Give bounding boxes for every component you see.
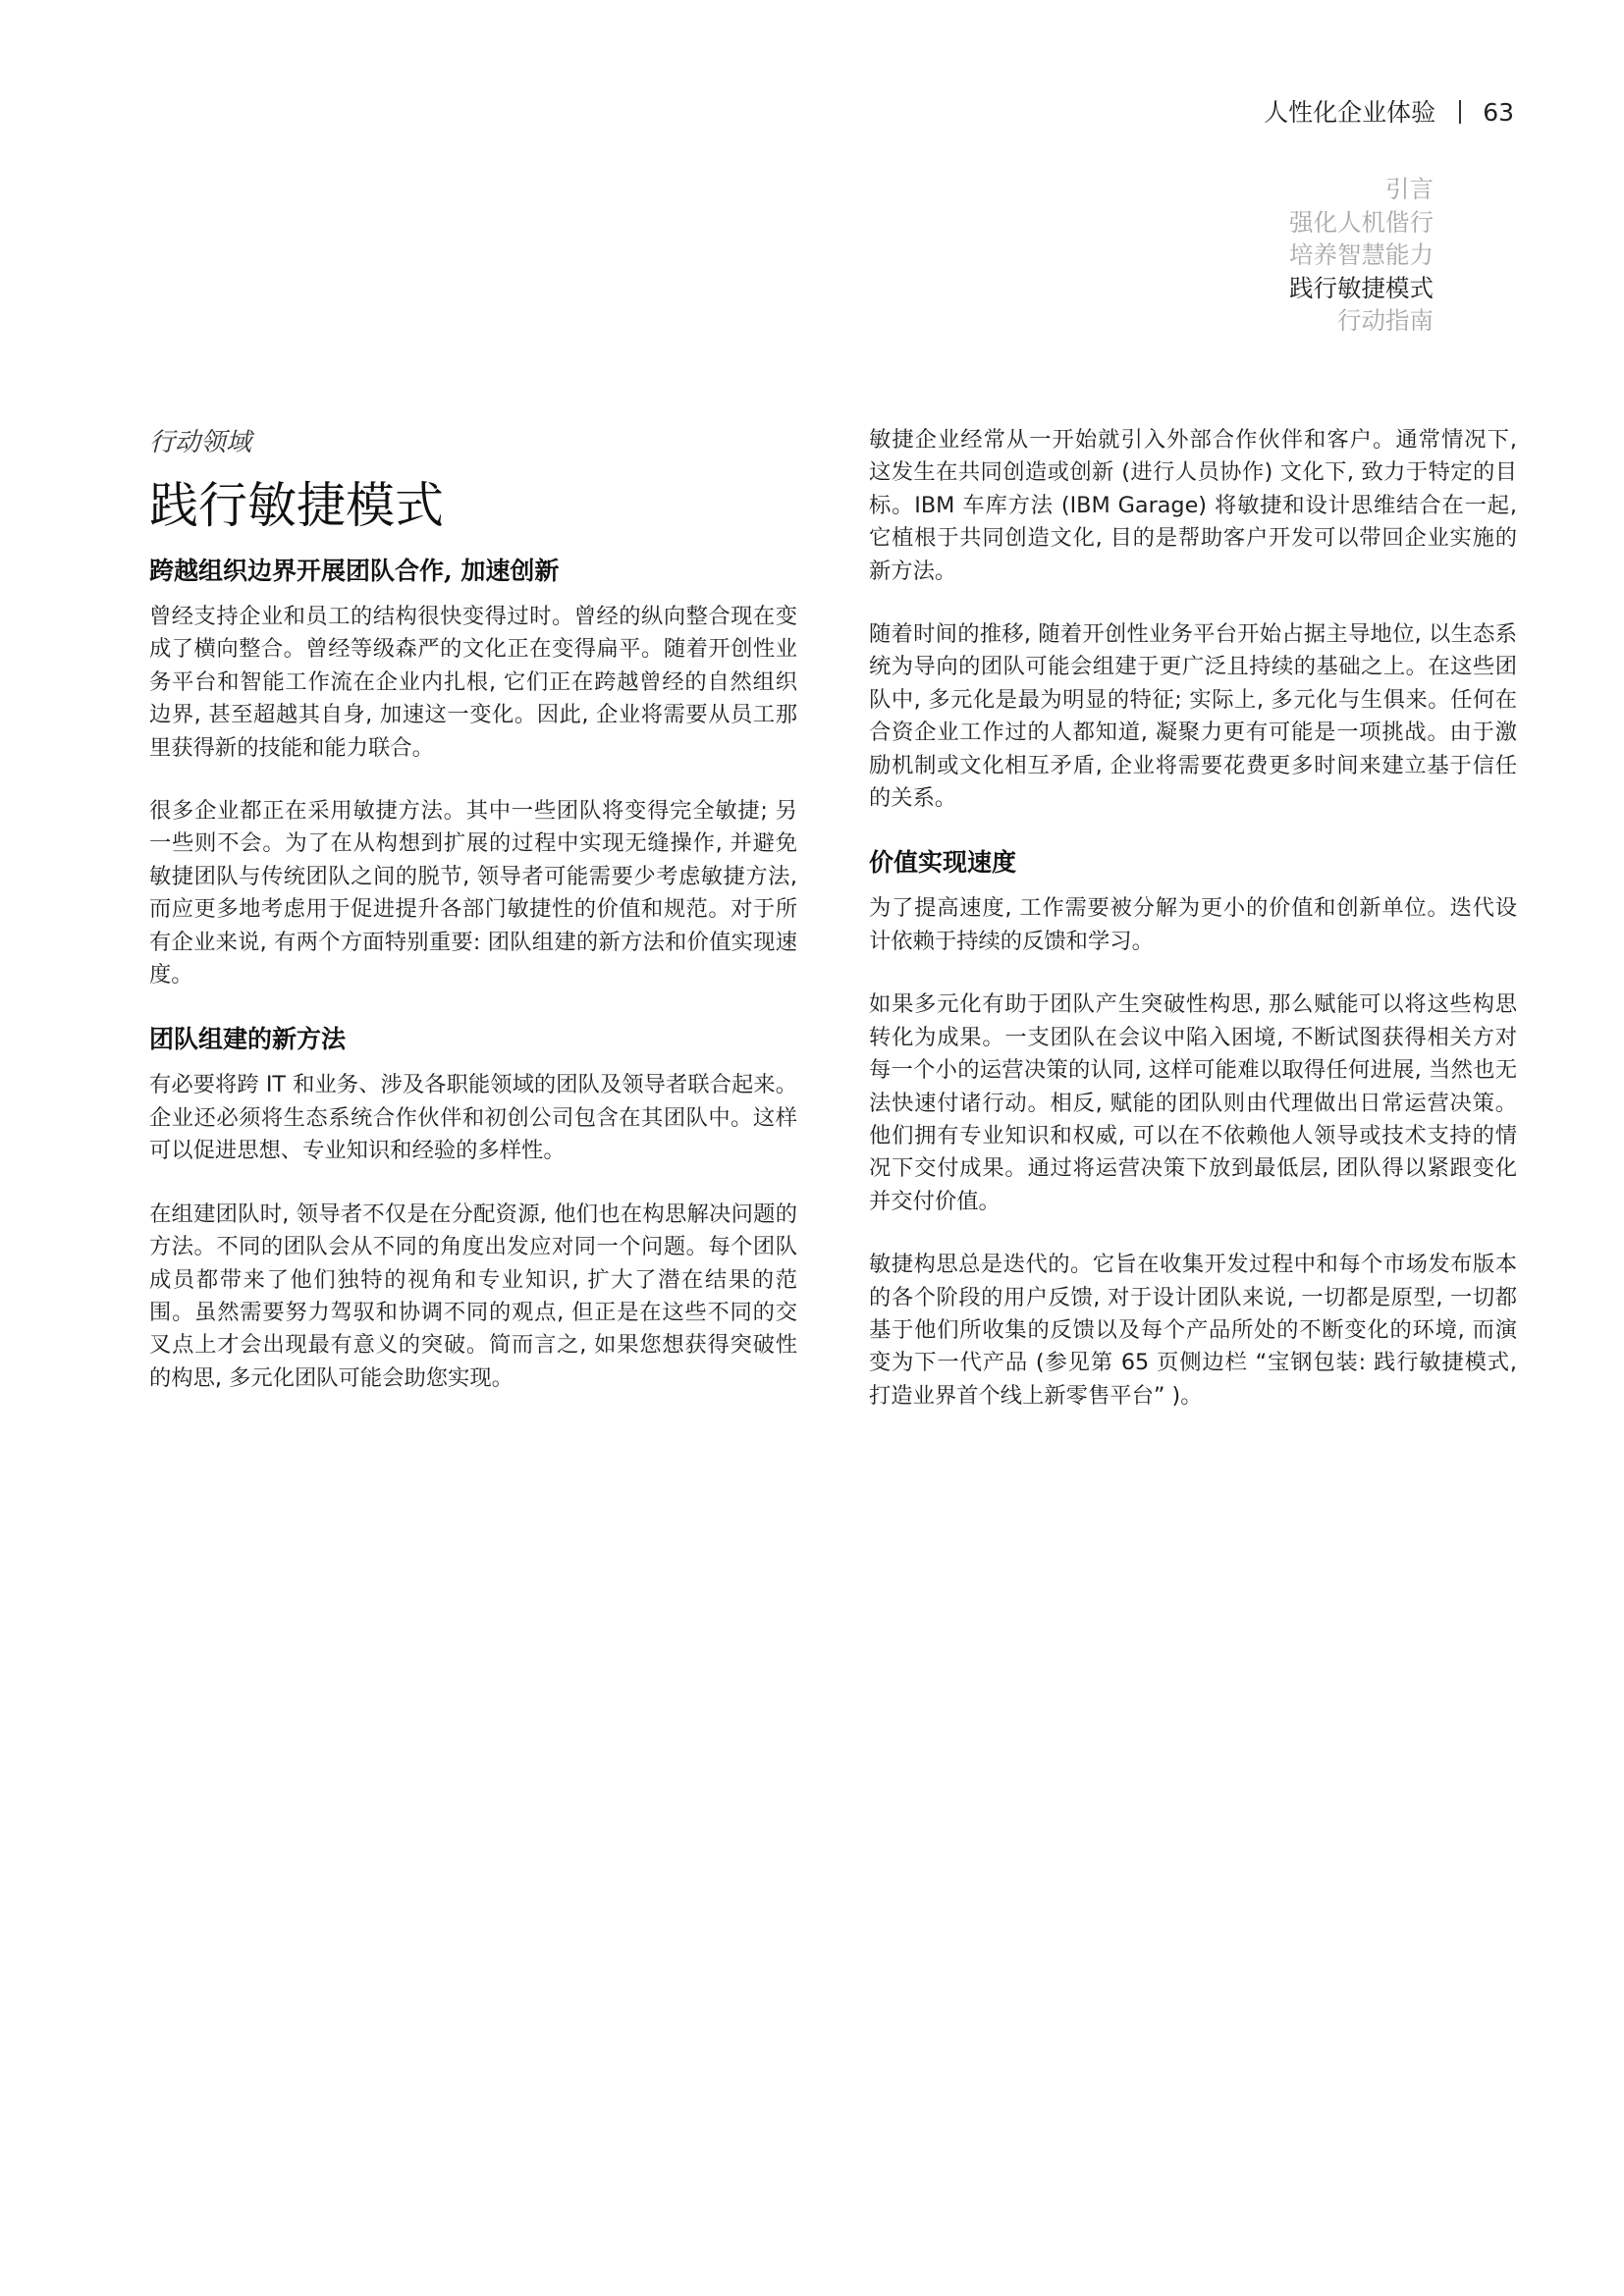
subheading-speed-to-value: 价值实现速度 xyxy=(869,848,1017,878)
paragraph: 随着时间的推移, 随着开创性业务平台开始占据主导地位, 以生态系统为导向的团队可能会组建于更广泛且持续的基础之上。在这些团队中, 多元化是最为明显的特征; 实际上, 多元化与生俱来。任何在合资企业工作过的人都知道, 凝聚力更有可能是一项挑战。由于激励机制或文化相互矛盾, 企业将需要花费更多时间来建立基于信任的关系。 xyxy=(869,621,1517,812)
paragraph: 有必要将跨 IT 和业务、涉及各职能领域的团队及领导者联合起来。企业还必须将生态系统合作伙伴和初创公司包含在其团队中。这样可以促进思想、专业知识和经验的多样性。 xyxy=(149,1072,797,1164)
subheading-collaboration: 跨越组织边界开展团队合作, 加速创新 xyxy=(149,557,560,585)
toc-item-intro[interactable]: 引言 xyxy=(1385,175,1434,203)
toc-item-intelligence[interactable]: 培养智慧能力 xyxy=(1289,240,1434,269)
paragraph: 敏捷企业经常从一开始就引入外部合作伙伴和客户。通常情况下, 这发生在共同创造或创新 (进行人员协作) 文化下, 致力于特定的目标。IBM 车库方法 (IBM Garage) 将敏捷和设计思维结合在一起, 它植根于共同创造文化, 目的是帮助客户开发可以带回企业实施的新方法。 xyxy=(869,427,1517,584)
section-kicker: 行动领域 xyxy=(149,428,252,457)
header-divider xyxy=(1459,100,1461,124)
toc-item-action-guide[interactable]: 行动指南 xyxy=(1337,306,1434,335)
paragraph: 很多企业都正在采用敏捷方法。其中一些团队将变得完全敏捷; 另一些则不会。为了在从构想到扩展的过程中实现无缝操作, 并避免敏捷团队与传统团队之间的脱节, 领导者可能需要少考虑敏捷方法, 而应更多地考虑用于促进提升各部门敏捷性的价值和规范。对于所有企业来说, 有两个方面特别重要: 团队组建的新方法和价值实现速度。 xyxy=(149,798,797,988)
paragraph: 在组建团队时, 领导者不仅是在分配资源, 他们也在构思解决问题的方法。不同的团队会从不同的角度出发应对同一个问题。每个团队成员都带来了他们独特的视角和专业知识, 扩大了潜在结果的范围。虽然需要努力驾驭和协调不同的观点, 但正是在这些不同的交叉点上才会出现最有意义的突破。简而言之, 如果您想获得突破性的构思, 多元化团队可能会助您实现。 xyxy=(149,1201,797,1391)
subheading-team-building: 团队组建的新方法 xyxy=(149,1025,347,1054)
toc-item-human-machine[interactable]: 强化人机偕行 xyxy=(1289,207,1434,237)
page-title: 践行敏捷模式 xyxy=(149,477,444,534)
section-navigation xyxy=(943,173,1434,338)
paragraph: 曾经支持企业和员工的结构很快变得过时。曾经的纵向整合现在变成了横向整合。曾经等级森严的文化正在变得扁平。随着开创性业务平台和智能工作流在企业内扎根, 它们正在跨越曾经的自然组织边界, 甚至超越其自身, 加速这一变化。因此, 企业将需要从员工那里获得新的技能和能力联合。 xyxy=(149,604,797,761)
paragraph: 为了提高速度, 工作需要被分解为更小的价值和创新单位。迭代设计依赖于持续的反馈和学习。 xyxy=(869,895,1517,954)
running-header xyxy=(827,96,1514,130)
page-number: 63 xyxy=(1483,98,1514,127)
header-title: 人性化企业体验 xyxy=(1264,98,1436,127)
right-column xyxy=(869,424,1517,1443)
toc-item-agile-current[interactable]: 践行敏捷模式 xyxy=(1289,273,1434,302)
left-column xyxy=(149,426,797,1425)
paragraph: 如果多元化有助于团队产生突破性构思, 那么赋能可以将这些构思转化为成果。一支团队在会议中陷入困境, 不断试图获得相关方对每一个小的运营决策的认同, 这样可能难以取得任何进展, 当然也无法快速付诸行动。相反, 赋能的团队则由代理做出日常运营决策。他们拥有专业知识和权威, 可以在不依赖他人领导或技术支持的情况下交付成果。通过将运营决策下放到最低层, 团队得以紧跟变化并交付价值。 xyxy=(869,991,1517,1214)
paragraph: 敏捷构思总是迭代的。它旨在收集开发过程中和每个市场发布版本的各个阶段的用户反馈, 对于设计团队来说, 一切都是原型, 一切都基于他们所收集的反馈以及每个产品所处的不断变化的环境, 而演变为下一代产品 (参见第 65 页侧边栏 “宝钢包装: 践行敏捷模式, 打造业界首个线上新零售平台” )。 xyxy=(869,1252,1517,1409)
